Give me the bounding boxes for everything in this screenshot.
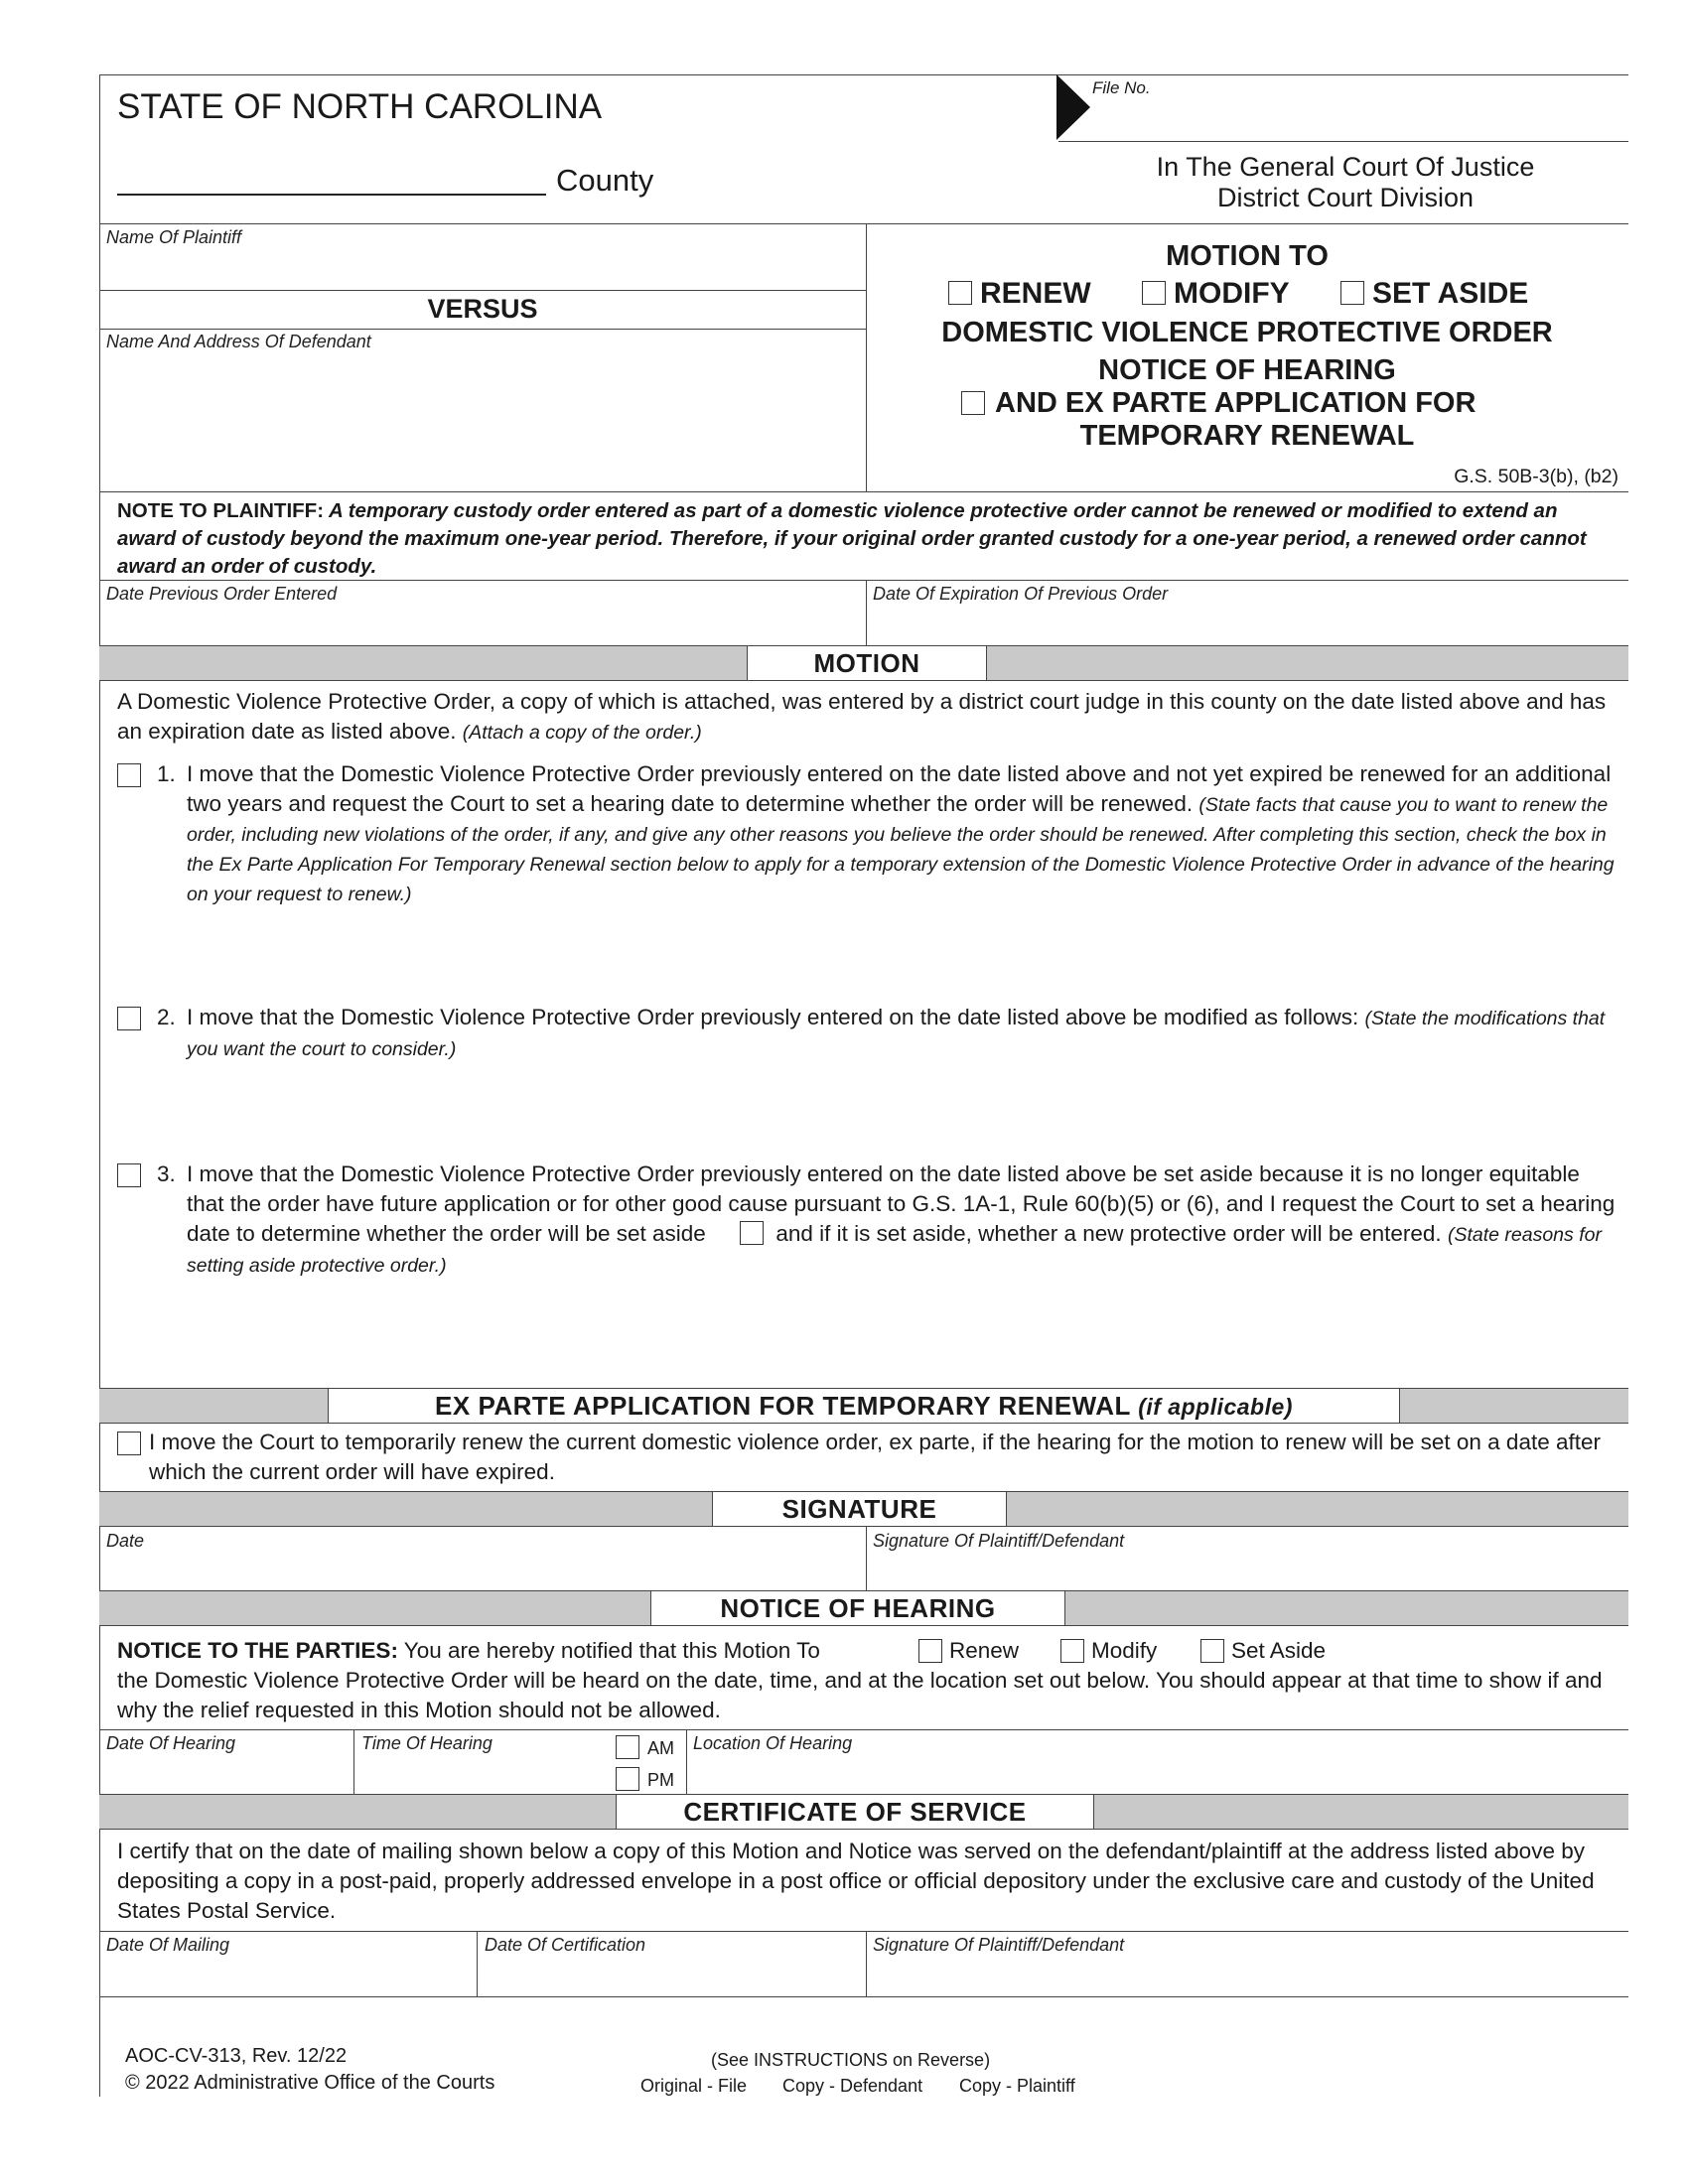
notice-set-aside-label: Set Aside [1231,1638,1327,1663]
defendant-label: Name And Address Of Defendant [106,332,371,351]
set-aside-title-checkbox[interactable] [1340,281,1364,305]
file-arrow-icon [1056,74,1096,144]
hearing-time-field[interactable] [361,1757,610,1791]
item-2-note: (State the modifications that you want the court to consider.) [187,1008,1606,1060]
am-checkbox[interactable] [616,1735,639,1759]
date-previous-order-label: Date Previous Order Entered [106,584,338,604]
court-line-1: In The General Court Of Justice [1156,152,1535,182]
defendant-name-address-field[interactable] [106,355,861,484]
ex-parte-heading: EX PARTE APPLICATION FOR TEMPORARY RENEWAL [435,1390,1131,1421]
note-text: A temporary custody order entered as part of a domestic violence protective order cannot be renewed or modified to extend an award of custody beyond the maximum one-year period. Therefore, if your original order granted custody for a one-year period, a renewed order cannot award an order of custody. [117,499,1587,578]
item-2-text [187,1003,1617,1064]
hearing-time-label: Time Of Hearing [361,1733,492,1753]
certificate-signature-field[interactable] [873,1959,1622,1992]
ex-parte-bar [99,1388,1628,1424]
item-3-text [187,1160,1617,1281]
signature-heading: SIGNATURE [712,1491,1007,1527]
ex-parte-checkbox[interactable] [117,1432,141,1455]
copyright: © 2022 Administrative Office of the Courts [125,2072,495,2094]
notice-line-1 [117,1636,1617,1666]
county-label: County [556,163,654,198]
notice-heading: NOTICE OF HEARING [650,1590,1065,1626]
signature-bar [99,1491,1628,1527]
notice-renew-checkbox[interactable] [918,1639,942,1663]
item-1-checkbox[interactable] [117,763,141,787]
certification-date-field[interactable] [485,1959,861,1992]
notice-text-a: You are hereby notified that this Motion To [403,1638,820,1663]
dvpo-title: DOMESTIC VIOLENCE PROTECTIVE ORDER [941,317,1553,348]
temporary-renewal-title: TEMPORARY RENEWAL [1079,420,1415,452]
item-3-reasons-field[interactable] [187,1286,1617,1380]
certification-date-label: Date Of Certification [485,1935,646,1955]
ex-parte-text: I move the Court to temporarily renew the current domestic violence order, ex parte, if the hearing for the motion to renew will be set on a date after which the current order will have expired. [149,1430,1601,1484]
note-heading: NOTE TO PLAINTIFF: [117,499,325,522]
hearing-date-field[interactable] [106,1757,349,1791]
hearing-location-field[interactable] [693,1757,1622,1791]
ex-parte-title: AND EX PARTE APPLICATION FOR [995,387,1477,419]
file-no-label: File No. [1092,78,1151,97]
versus-label: VERSUS [427,294,538,324]
signature-date-field[interactable] [106,1554,861,1587]
motion-intro-text: A Domestic Violence Protective Order, a copy of which is attached, was entered by a district court judge in this county on the date listed above and has an expiration date as listed above. [117,689,1607,744]
motion-to-title: MOTION TO [1166,240,1329,272]
plaintiff-name-field[interactable] [106,250,861,288]
date-expiration-label: Date Of Expiration Of Previous Order [873,584,1169,604]
modify-title-label: MODIFY [1174,277,1290,310]
distribution-copy-plaintiff: Copy - Plaintiff [959,2076,1075,2096]
certificate-text: I certify that on the date of mailing shown below a copy of this Motion and Notice was served on the defendant/plaintiff at the address listed above by depositing a copy in a post-paid, properly addressed envelope in a post office or official depository under the exclusive care and custody of the United States Postal Service. [117,1839,1595,1923]
item-3-checkbox[interactable] [117,1163,141,1187]
distribution-original: Original - File [640,2076,748,2096]
pm-checkbox[interactable] [616,1767,639,1791]
item-3-note: (State reasons for setting aside protective order.) [187,1224,1602,1277]
ex-parte-heading-box [328,1388,1400,1424]
item-1-note: (State facts that cause you to want to renew the order, including new violations of the order, if any, and give any other reasons you believe the order should be renewed. After completing this section, check the box in the Ex Parte Application For Temporary Renewal section below to apply for a temporary extension of the Domestic Violence Protective Order in advance of the hearing on your request to renew.) [187,794,1615,905]
signature-field[interactable] [873,1554,1622,1587]
file-no-field[interactable] [1092,99,1618,137]
certificate-signature-label: Signature Of Plaintiff/Defendant [873,1935,1125,1955]
pm-label: PM [647,1770,674,1790]
note-to-plaintiff [117,497,1617,581]
item-1-number: 1. [157,761,176,786]
notice-bar [99,1590,1628,1626]
item-3-number: 3. [157,1161,176,1186]
item-1-text [187,759,1617,908]
item-3-main-a: I move that the Domestic Violence Protective Order previously entered on the date listed above be set aside because it is no longer equitable that the order have future application or for other good cause pursuant to G.S. 1A-1, Rule 60(b)(5) or (6), and I request the Court to set a hearing date to determine whether the order will be set aside [187,1161,1616,1246]
notice-of-hearing-title: NOTICE OF HEARING [1098,354,1396,386]
notice-set-aside-checkbox[interactable] [1200,1639,1224,1663]
certificate-bar [99,1794,1628,1830]
ex-parte-heading-note: (if applicable) [1138,1393,1293,1420]
mailing-date-label: Date Of Mailing [106,1935,230,1955]
hearing-location-label: Location Of Hearing [693,1733,853,1753]
plaintiff-label: Name Of Plaintiff [106,227,242,247]
date-expiration-field[interactable] [873,608,1622,641]
state-title: STATE OF NORTH CAROLINA [117,87,603,126]
motion-intro [117,687,1617,748]
set-aside-title-label: SET ASIDE [1372,277,1529,310]
notice-modify-label: Modify [1091,1638,1158,1663]
instructions-note: (See INSTRUCTIONS on Reverse) [711,2050,991,2070]
am-label: AM [647,1738,674,1758]
item-2-modifications-field[interactable] [187,1067,1617,1155]
renew-title-checkbox[interactable] [948,281,972,305]
signature-label: Signature Of Plaintiff/Defendant [873,1531,1125,1551]
motion-bar [99,645,1628,681]
item-3-new-order-checkbox[interactable] [740,1221,764,1245]
item-1-main: I move that the Domestic Violence Protective Order previously entered on the date listed above and not yet expired be renewed for an additional two years and request the Court to set a hearing date to determine whether the order will be renewed. [187,761,1612,816]
court-line-2: District Court Division [1216,183,1475,212]
signature-date-label: Date [106,1531,145,1551]
mailing-date-field[interactable] [106,1959,472,1992]
item-2-checkbox[interactable] [117,1007,141,1030]
renew-title-label: RENEW [980,277,1091,310]
item-3-main-b: and if it is set aside, whether a new protective order will be entered. [775,1221,1442,1246]
notice-modify-checkbox[interactable] [1060,1639,1084,1663]
hearing-date-label: Date Of Hearing [106,1733,236,1753]
date-previous-order-field[interactable] [106,608,861,641]
form-number: AOC-CV-313, Rev. 12/22 [125,2045,348,2067]
distribution-copy-defendant: Copy - Defendant [782,2076,923,2096]
notice-text-b: the Domestic Violence Protective Order will be heard on the date, time, and at the location set out below. You should appear at that time to show if and why the relief requested in this Motion should not be allowed. [117,1668,1603,1722]
ex-parte-title-checkbox[interactable] [961,391,985,415]
modify-title-checkbox[interactable] [1142,281,1166,305]
item-2-number: 2. [157,1005,176,1029]
notice-renew-label: Renew [949,1638,1020,1663]
county-blank-line[interactable] [117,194,546,196]
certificate-heading: CERTIFICATE OF SERVICE [616,1794,1094,1830]
notice-lead: NOTICE TO THE PARTIES: [117,1638,398,1663]
statute-ref: G.S. 50B-3(b), (b2) [1454,466,1618,487]
motion-heading: MOTION [747,645,987,681]
item-2-main: I move that the Domestic Violence Protective Order previously entered on the date listed above be modified as follows: [187,1005,1359,1029]
motion-intro-note: (Attach a copy of the order.) [462,722,702,744]
item-1-facts-field[interactable] [187,903,1617,1003]
